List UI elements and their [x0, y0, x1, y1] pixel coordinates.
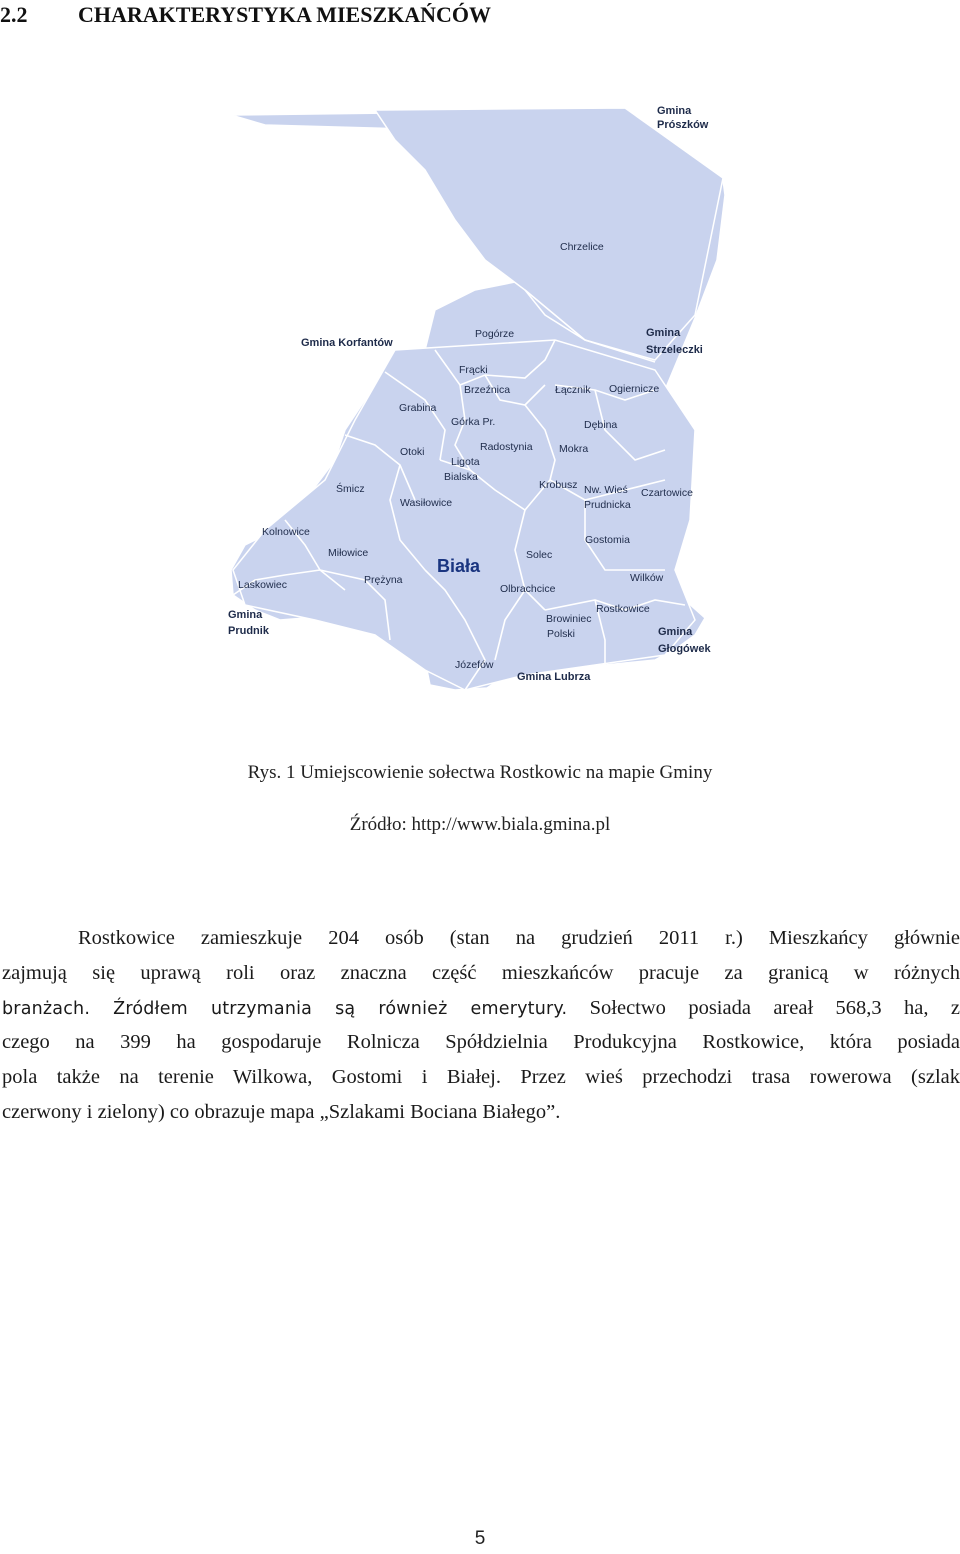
map-svg	[225, 100, 730, 692]
village-czartowice: Czartowice	[641, 487, 693, 499]
figure-source: Źródło: http://www.biala.gmina.pl	[349, 814, 611, 835]
village-ligota-line1: Ligota	[451, 456, 480, 468]
paragraph-line: pola także na terenie Wilkowa, Gostomi i Białej. Przez wieś przechodzi trasa rowerowa (szlak	[2, 1066, 960, 1089]
neighbor-glogowek-line1: Gmina	[658, 626, 693, 638]
section-heading	[0, 2, 491, 28]
paragraph-segment: Sołectwo posiada areał 568,3 ha, z	[567, 996, 960, 1019]
body-paragraph	[2, 921, 960, 1130]
paragraph-line	[2, 991, 960, 1026]
village-wasilowice: Wasiłowice	[400, 497, 453, 509]
village-wilkow: Wilków	[630, 572, 664, 584]
paragraph-line: Rostkowice zamieszkuje 204 osób (stan na grudzień 2011 r.) Mieszkańcy głównie	[78, 927, 960, 949]
neighbor-lubrza: Gmina Lubrza	[517, 671, 591, 683]
village-brzeznica: Brzeźnica	[464, 384, 511, 396]
village-ligota-line2: Bialska	[444, 471, 478, 483]
village-fracki: Frącki	[459, 364, 488, 376]
neighbor-prudnik-line1: Gmina	[228, 609, 263, 621]
village-pogorze: Pogórze	[475, 328, 515, 340]
neighbor-strzeleczki-line2: Strzeleczki	[646, 344, 703, 356]
village-solec: Solec	[526, 549, 553, 561]
village-otoki: Otoki	[400, 446, 425, 458]
paragraph-line: zajmują się uprawą roli oraz znaczna część mieszkańców pracuje za granicą w różnych	[2, 961, 960, 984]
village-radostynia: Radostynia	[480, 441, 533, 453]
village-chrzelice: Chrzelice	[560, 241, 604, 253]
paragraph-line: czego na 399 ha gospodaruje Rolnicza Spółdzielnia Produkcyjna Rostkowice, która posiada	[2, 1031, 960, 1054]
neighbor-proszkow-line1: Gmina	[657, 105, 692, 117]
village-gorka: Górka Pr.	[451, 416, 496, 428]
village-milowice: Miłowice	[328, 547, 369, 559]
village-jozefow: Józefów	[455, 659, 494, 671]
village-browiniec-line2: Polski	[547, 628, 576, 640]
map-center-label: Biała	[437, 556, 481, 576]
village-nwwies-line1: Nw. Wieś	[584, 484, 628, 496]
village-grabina: Grabina	[399, 402, 437, 414]
section-number: 2.2	[0, 2, 28, 27]
village-krobusz: Krobusz	[539, 479, 578, 491]
village-ogiernicze: Ogiernicze	[609, 383, 660, 395]
village-olbrachcice: Olbrachcice	[500, 583, 556, 595]
page-number: 5	[474, 1528, 486, 1549]
village-lacznik: Łącznik	[555, 384, 591, 396]
neighbor-korfantow: Gmina Korfantów	[301, 337, 393, 349]
village-prezyna: Prężyna	[364, 574, 403, 586]
neighbor-strzeleczki-line1: Gmina	[646, 327, 681, 339]
village-rostkowice: Rostkowice	[596, 603, 650, 615]
village-mokra: Mokra	[559, 443, 589, 455]
village-browiniec-line1: Browiniec	[546, 613, 592, 625]
village-debina: Dębina	[584, 419, 618, 431]
neighbor-glogowek-line2: Głogówek	[658, 643, 711, 655]
paragraph-line: czerwony i zielony) co obrazuje mapa „Szlakami Bociana Białego”.	[2, 1100, 561, 1123]
village-smicz: Śmicz	[336, 483, 365, 495]
section-title: CHARAKTERYSTYKA MIESZKAŃCÓW	[78, 2, 492, 27]
village-nwwies-line2: Prudnicka	[584, 499, 631, 511]
neighbor-prudnik-line2: Prudnik	[228, 625, 269, 637]
neighbor-proszkow-line2: Prószków	[657, 119, 709, 131]
gmina-map	[225, 100, 730, 692]
paragraph-segment: branżach. Źródłem utrzymania są również emerytury.	[2, 998, 568, 1019]
village-gostomia: Gostomia	[585, 534, 630, 546]
figure-caption: Rys. 1 Umiejscowienie sołectwa Rostkowic na mapie Gminy	[247, 762, 713, 783]
village-laskowiec: Laskowiec	[238, 579, 288, 591]
village-kolnowice: Kolnowice	[262, 526, 310, 538]
